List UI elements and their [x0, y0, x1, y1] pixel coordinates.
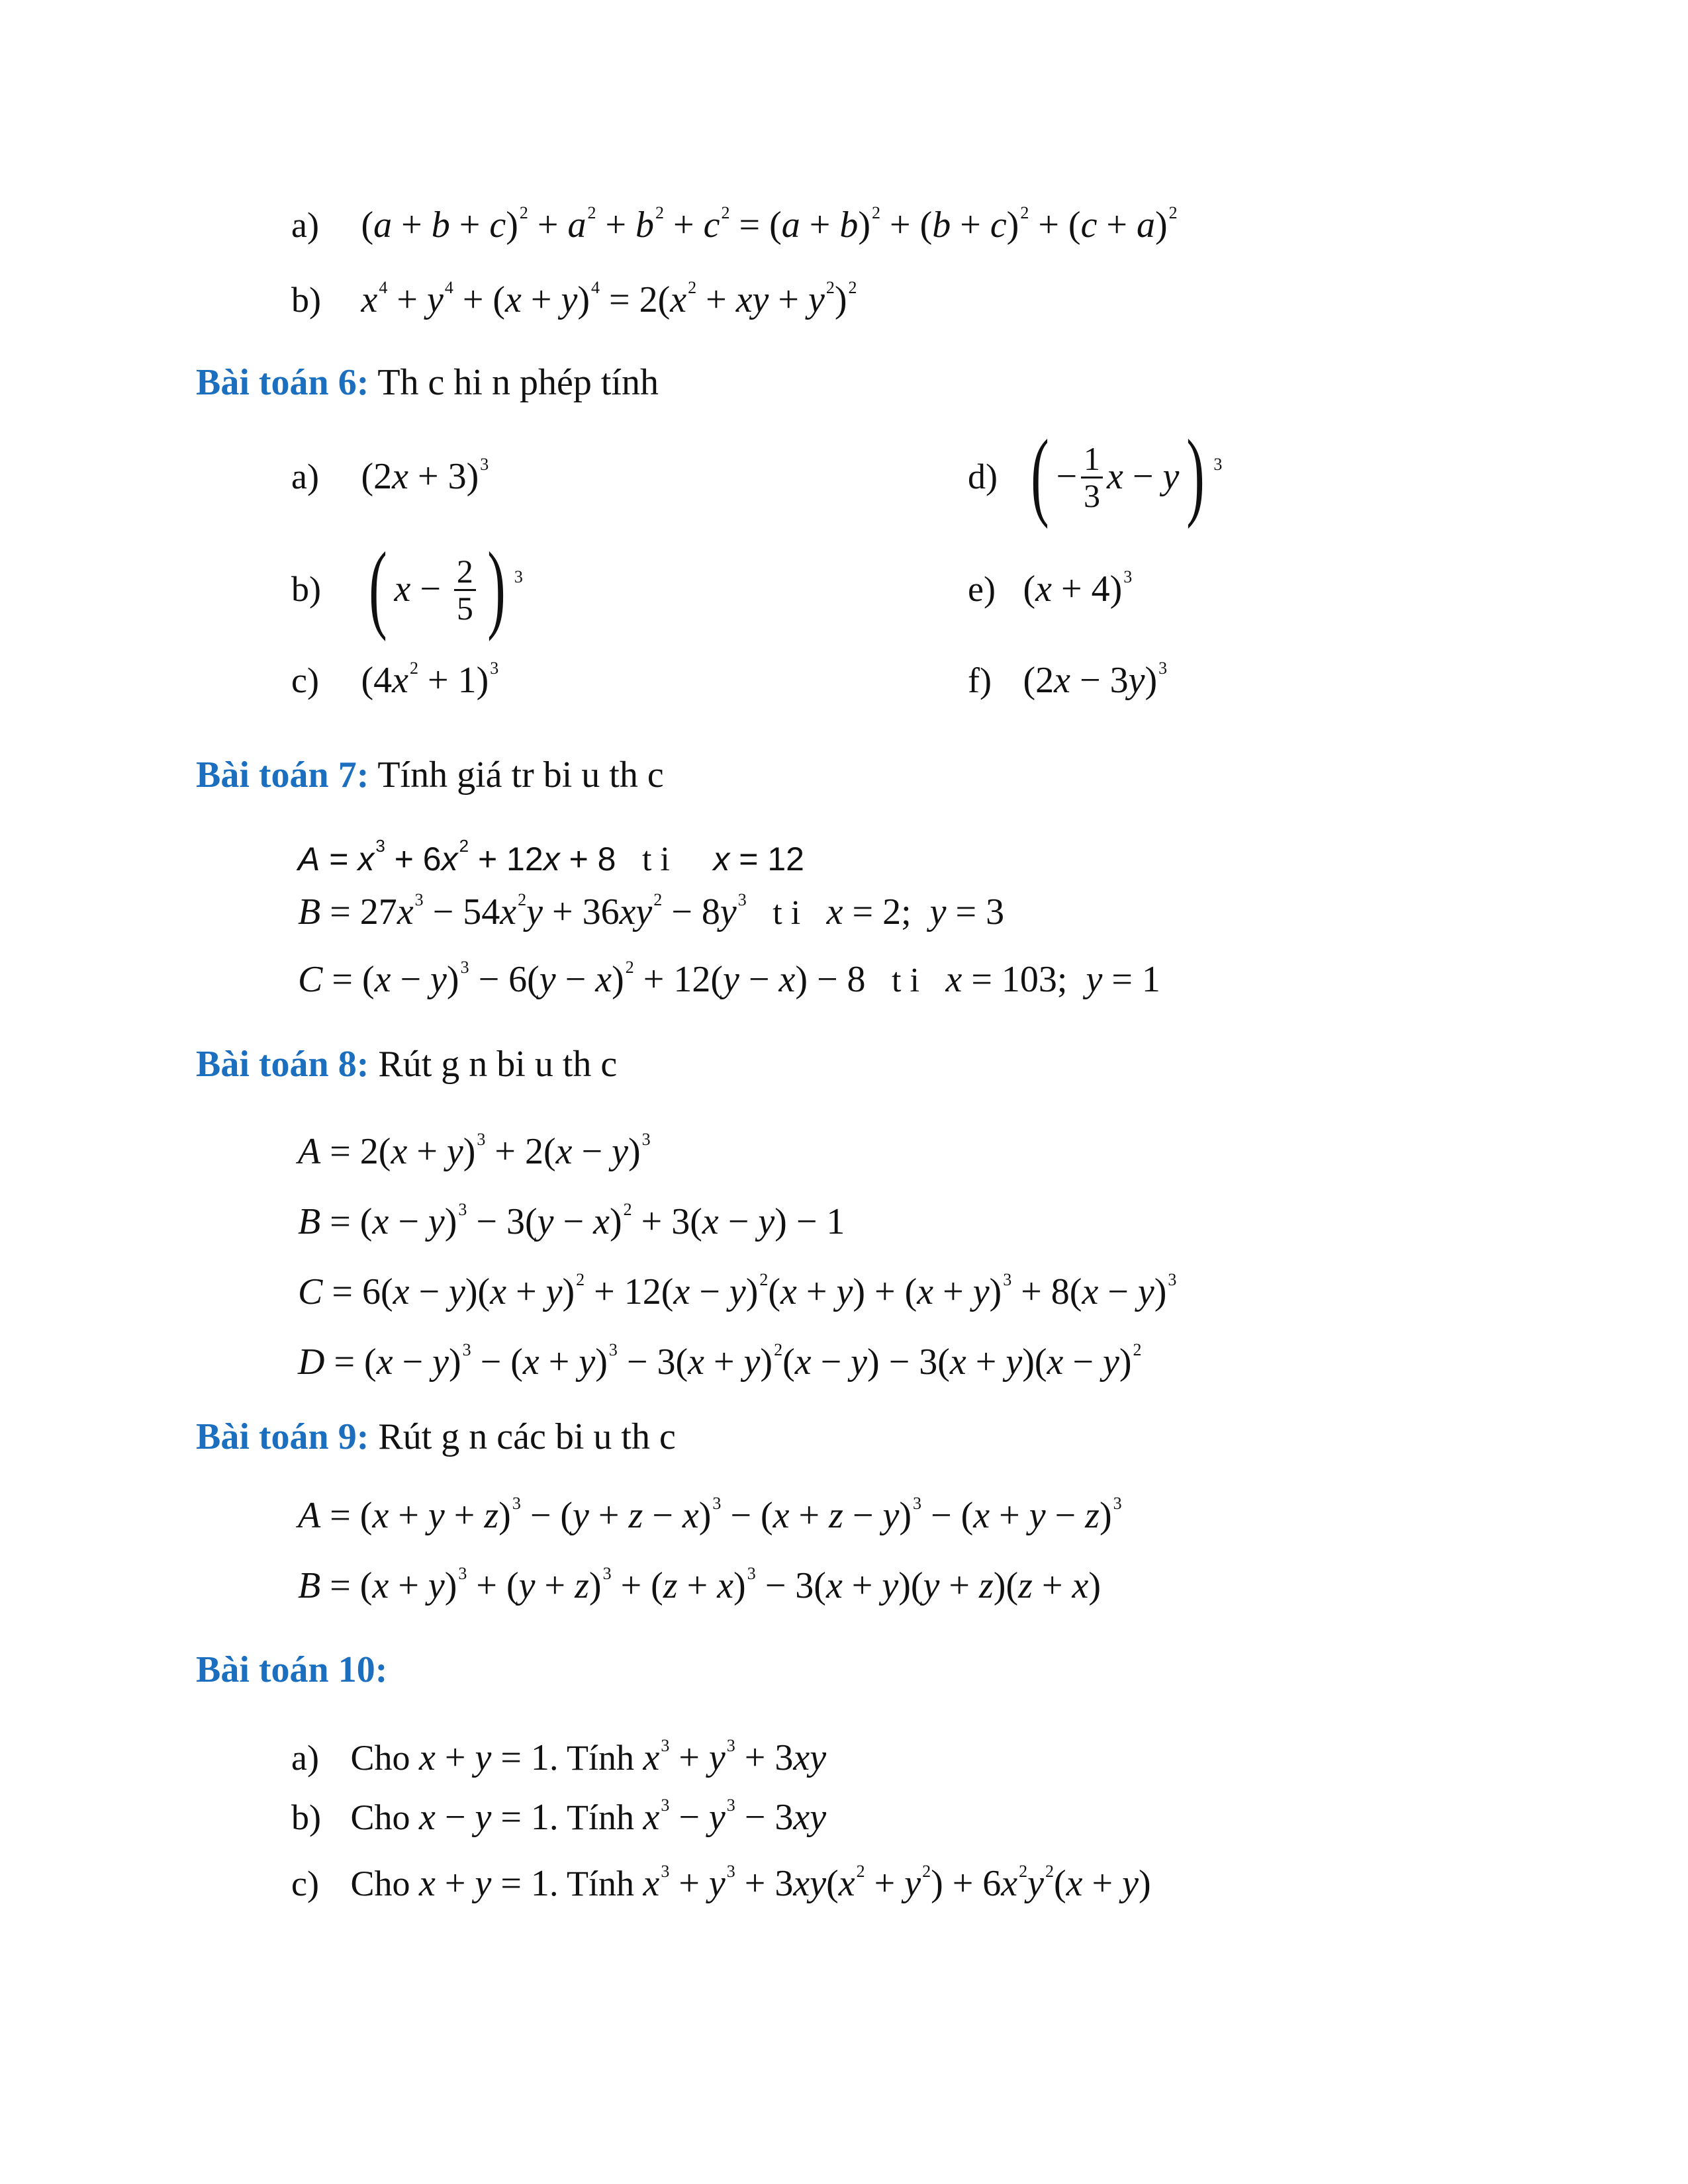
problem-7-heading — [196, 756, 664, 794]
formula: ( − $\frac{1}{3}$ x − y) $^3$ — [1030, 420, 1223, 529]
formula: $B = (x - y)^3 - 3(y - x)^2 + 3(x - y) - 1$ — [298, 1200, 845, 1242]
p7-expr-a — [298, 836, 804, 878]
tinh-text: Tính — [566, 1864, 634, 1903]
p10-item-b: b) Cho x − y = 1. Tính $x^3 - y^3 - 3xy$ — [291, 1796, 827, 1838]
condition: x + y = 1 — [419, 1863, 549, 1904]
condition: x = 103; y = 1 — [945, 959, 1160, 1000]
formula: $x^4 + y^4 + (x + y)^4 = 2(x^2$ + xy + $y^2)^2$ — [361, 278, 857, 320]
p7-expr-b — [298, 890, 1005, 933]
item-label: c) — [291, 660, 319, 700]
problem-label: Bài toán 7: — [196, 754, 369, 796]
p6-item-a — [291, 455, 489, 497]
formula: $D = (x - y)^3 - (x + y)^3 - 3(x + y)^2(x - y) - 3(x + y)(x - y)^2$ — [298, 1340, 1142, 1383]
problem-label: Bài toán 10: — [196, 1649, 388, 1690]
p8-expr-b — [298, 1200, 845, 1242]
item-label: a) — [291, 1738, 319, 1778]
formula: $x^3 + y^3 + 3xy$ — [643, 1736, 827, 1778]
formula: $C = (x - y)^3 - 6(y - x)^2 + 12(y - x) - 8$ — [298, 958, 866, 1000]
p6-item-d — [968, 420, 1223, 529]
tai-text: t i — [892, 962, 919, 999]
condition: x = 12 — [713, 841, 804, 878]
condition: x + y = 1 — [419, 1737, 549, 1778]
formula: $A = (x + y + z)^3 - (y + z - x)^3 - (x + z - y)^3 - (x + y - z)^3$ — [298, 1494, 1122, 1536]
tinh-text: Tính — [566, 1797, 634, 1837]
p8-expr-d — [298, 1340, 1142, 1383]
item-label: f) — [968, 660, 992, 700]
formula: $x^3 + y^3 + 3xy(x^2 + y^2) + 6x^2y^2(x + y)$ — [643, 1862, 1151, 1904]
item-label: a) — [291, 457, 319, 496]
item-label: d) — [968, 456, 998, 496]
p8-expr-a — [298, 1130, 651, 1172]
identity-b — [291, 278, 857, 320]
p6-item-b — [291, 532, 523, 642]
formula: $x^3 - y^3 - 3xy$ — [643, 1796, 827, 1838]
formula: $B = (x + y)^3 + (y + z)^3 + (z + x)^3 - 3(x + y)(y + z)(z + x)$ — [298, 1564, 1101, 1606]
problem-8-heading — [196, 1046, 617, 1083]
formula: $(4x^2 + 1)^3$ — [361, 659, 499, 701]
formula: $(x + 4)^3$ — [1023, 567, 1133, 610]
condition: x − y = 1 — [419, 1797, 549, 1838]
tai-text: t i — [773, 894, 801, 932]
cho-text: Cho — [350, 1797, 410, 1837]
formula: $C = 6(x - y)(x + y)^2 + 12(x - y)^2(x + y) + (x + y)^3 + 8(x - y)^3$ — [298, 1270, 1177, 1312]
p6-item-e — [968, 567, 1133, 610]
problem-label: Bài toán 9: — [196, 1416, 369, 1457]
formula: $(2x + 3)^3$ — [361, 455, 489, 497]
cho-text: Cho — [350, 1738, 410, 1778]
p6-item-f — [968, 659, 1168, 701]
item-label: b) — [291, 1797, 321, 1837]
problem-9-heading — [196, 1418, 676, 1455]
identity-a — [291, 203, 1178, 246]
p6-item-c — [291, 659, 499, 701]
formula: ( x − $\frac{2}{5}$ ) $^3$ — [368, 532, 523, 642]
formula: $(a + b + c)^2 + a^2 + b^2 + c^2 = (a + b)^2 + (b + c)^2 + (c + a)^2$ — [361, 203, 1178, 246]
item-label: e) — [968, 569, 996, 609]
tai-text: t i — [641, 841, 670, 878]
p7-expr-c — [298, 958, 1160, 1000]
problem-text: Rút g n các bi u th c — [369, 1416, 676, 1457]
problem-10-heading — [196, 1651, 387, 1688]
formula: $A = 2(x + y)^3 + 2(x - y)^3$ — [298, 1130, 651, 1172]
formula: $(2x - 3y)^3$ — [1023, 659, 1168, 701]
item-label: b) — [291, 280, 321, 320]
problem-label: Bài toán 6: — [196, 362, 369, 403]
p9-expr-a — [298, 1494, 1122, 1536]
problem-text: Th c hi n phép tính — [369, 362, 659, 403]
p9-expr-b — [298, 1564, 1101, 1606]
item-label: c) — [291, 1864, 319, 1903]
p8-expr-c — [298, 1270, 1177, 1312]
problem-label: Bài toán 8: — [196, 1044, 369, 1085]
p10-item-c: c) Cho x + y = 1. Tính $x^3 + y^3 + 3xy(x^2 + y^2) + 6x^2y^2(x + y)$ — [291, 1862, 1151, 1904]
problem-text: Tính giá tr bi u th c — [369, 754, 664, 796]
condition: x = 2; y = 3 — [826, 891, 1005, 933]
problem-6-heading — [196, 364, 659, 401]
formula: $A = x^3 + 6x^2 + 12x + 8$ — [298, 836, 616, 878]
cho-text: Cho — [350, 1864, 410, 1903]
problem-text: Rút g n bi u th c — [369, 1044, 618, 1085]
p10-item-a: a) Cho x + y = 1. Tính $x^3 + y^3 + 3xy$ — [291, 1736, 827, 1778]
formula: $B = 27x^3 - 54x^2y + 36xy^2 - 8y^3$ — [298, 890, 747, 933]
item-label: a) — [291, 205, 319, 245]
item-label: b) — [291, 569, 321, 609]
tinh-text: Tính — [566, 1738, 634, 1778]
